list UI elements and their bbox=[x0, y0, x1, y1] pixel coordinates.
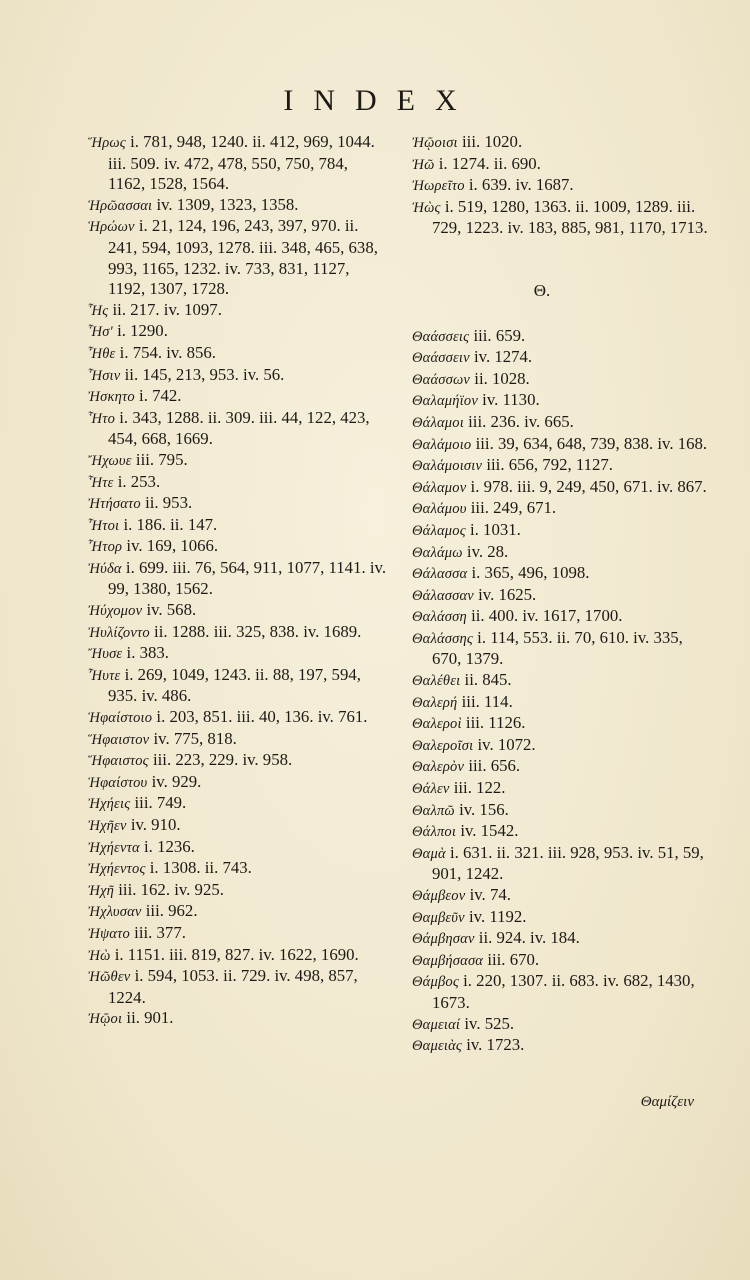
index-headword: Θαλερὸν bbox=[412, 759, 465, 776]
index-entry bbox=[412, 606, 712, 628]
index-headword: Θαάσσεις bbox=[412, 328, 470, 345]
index-references: i. 269, 1049, 1243. ii. 88, 197, 594, 935. iv. 486. bbox=[108, 664, 361, 706]
index-references: iii. 1020. bbox=[462, 132, 523, 151]
index-references: i. 383. bbox=[126, 643, 169, 663]
index-references: iv. 156. bbox=[459, 799, 509, 819]
index-references: i. 1031. bbox=[470, 519, 521, 539]
index-entry bbox=[88, 450, 388, 472]
index-group-eta-continued bbox=[412, 132, 712, 239]
index-headword: Ἤυσε bbox=[88, 646, 123, 663]
index-entry bbox=[412, 735, 712, 757]
catchword: Θαμίζειν bbox=[640, 1094, 694, 1110]
index-headword: Θαλάσση bbox=[412, 609, 467, 626]
index-entry bbox=[412, 1035, 712, 1057]
index-headword: Θαλάμου bbox=[412, 501, 467, 518]
index-headword: Ἠῶ bbox=[412, 156, 435, 173]
index-references: ii. 217. iv. 1097. bbox=[112, 299, 222, 319]
index-headword: Ἠχήεντος bbox=[88, 861, 146, 878]
index-entry bbox=[412, 585, 712, 607]
index-entry bbox=[88, 343, 388, 365]
index-references: ii. 400. iv. 1617, 1700. bbox=[471, 606, 623, 626]
index-references: i. 365, 496, 1098. bbox=[471, 563, 590, 583]
index-headword: Ἠχῆεν bbox=[88, 818, 127, 834]
index-references: iii. 162. iv. 925. bbox=[118, 879, 224, 899]
index-headword: Θαμειαί bbox=[412, 1016, 461, 1033]
index-headword: Ἠχήεντα bbox=[88, 839, 140, 856]
index-references: i. 203, 851. iii. 40, 136. iv. 761. bbox=[156, 707, 368, 727]
index-headword: Θαλπῶ bbox=[412, 802, 455, 819]
index-references: i. 114, 553. ii. 70, 610. iv. 335, 670, 1379. bbox=[432, 627, 683, 669]
index-entry bbox=[412, 971, 712, 1013]
index-entry bbox=[88, 901, 388, 923]
index-column-right bbox=[412, 132, 712, 1057]
section-letter-theta: Θ. bbox=[533, 280, 551, 300]
index-entry bbox=[88, 793, 388, 815]
index-group-theta bbox=[412, 326, 712, 1057]
index-references: iv. 1130. bbox=[482, 390, 540, 410]
index-headword: Ἠχῆ bbox=[88, 882, 115, 899]
index-references: ii. 1028. bbox=[474, 368, 530, 388]
index-headword: Ἡφαίστου bbox=[88, 774, 148, 791]
index-entry bbox=[412, 326, 712, 348]
index-entry bbox=[412, 542, 712, 564]
index-headword: Θάλαμος bbox=[412, 522, 466, 539]
index-references: iii. 659. bbox=[473, 325, 526, 345]
index-entry bbox=[412, 455, 712, 477]
index-entry bbox=[88, 216, 388, 299]
index-column-left bbox=[88, 132, 388, 1030]
index-references: i. 1274. ii. 690. bbox=[438, 153, 541, 173]
index-headword: Θαλάμοισιν bbox=[412, 458, 483, 475]
index-entry bbox=[412, 821, 712, 843]
index-entry bbox=[412, 778, 712, 800]
index-references: i. 1236. bbox=[144, 836, 195, 856]
index-references: ii. 845. bbox=[464, 670, 512, 690]
index-references: iii. 656. bbox=[468, 756, 521, 776]
index-references: iii. 114. bbox=[461, 691, 513, 711]
index-entry bbox=[412, 885, 712, 907]
index-headword: Ἠχήεις bbox=[88, 796, 131, 813]
index-headword: Θαάσσων bbox=[412, 371, 471, 388]
index-entry bbox=[412, 907, 712, 929]
index-entry bbox=[88, 750, 388, 772]
index-headword: Ἦυτε bbox=[88, 667, 121, 684]
index-headword: Ἧσιν bbox=[88, 367, 121, 384]
index-entry bbox=[412, 369, 712, 391]
index-headword: Ἦτορ bbox=[88, 539, 123, 556]
index-references: i. 343, 1288. ii. 309. iii. 44, 122, 423, 454, 668, 1669. bbox=[108, 407, 370, 449]
index-references: i. 978. iii. 9, 249, 450, 671. iv. 867. bbox=[470, 476, 707, 496]
index-entry bbox=[88, 1008, 388, 1030]
index-references: iv. 1542. bbox=[460, 821, 519, 841]
index-references: i. 186. ii. 147. bbox=[123, 514, 218, 534]
index-headword: Θαλαμήϊον bbox=[412, 393, 478, 410]
index-entry bbox=[88, 536, 388, 558]
index-headword: Θάλεν bbox=[412, 781, 450, 798]
index-references: i. 1151. iii. 819, 827. iv. 1622, 1690. bbox=[114, 944, 359, 964]
index-references: i. 631. ii. 321. iii. 928, 953. iv. 51, 59, 901, 1242. bbox=[432, 842, 704, 884]
index-entry bbox=[412, 628, 712, 670]
index-entry bbox=[412, 175, 712, 197]
index-entry bbox=[88, 408, 388, 450]
index-headword: Θαλάσσης bbox=[412, 630, 473, 647]
index-headword: Θάλαμον bbox=[412, 479, 467, 496]
index-references: iii. 39, 634, 648, 739, 838. iv. 168. bbox=[475, 433, 708, 453]
index-headword: Ἥφαιστον bbox=[88, 731, 150, 748]
index-references: iv. 1723. bbox=[466, 1035, 525, 1055]
index-references: iv. 1625. bbox=[478, 584, 537, 604]
index-entry bbox=[412, 132, 712, 154]
index-references: iii. 236. iv. 665. bbox=[468, 411, 574, 431]
index-references: ii. 953. bbox=[145, 493, 193, 513]
index-headword: Ἠσκητο bbox=[88, 389, 135, 406]
index-entry bbox=[88, 923, 388, 945]
index-references: ii. 145, 213, 953. iv. 56. bbox=[124, 364, 285, 384]
index-headword: Ἠῷοισι bbox=[412, 135, 458, 151]
index-references: i. 742. bbox=[139, 386, 182, 406]
index-entry bbox=[412, 390, 712, 412]
index-entry bbox=[88, 858, 388, 880]
index-references: iii. 223, 229. iv. 958. bbox=[152, 750, 293, 770]
index-entry bbox=[88, 880, 388, 902]
index-headword: Ἠῷοι bbox=[88, 1011, 123, 1028]
index-headword: Ἠχλυσαν bbox=[88, 904, 142, 921]
index-headword: Ἠωρεῖτο bbox=[412, 178, 465, 195]
index-references: i. 253. bbox=[117, 471, 161, 491]
index-headword: Ἧσ' bbox=[88, 324, 113, 341]
index-headword: Ἡρώων bbox=[88, 219, 135, 236]
index-entry bbox=[88, 837, 388, 859]
index-entry bbox=[412, 434, 712, 456]
index-headword: Θάμβεον bbox=[412, 888, 466, 904]
index-references: i. 754. iv. 856. bbox=[119, 342, 216, 362]
index-entry bbox=[88, 515, 388, 537]
index-entry bbox=[88, 945, 388, 967]
index-headword: Ἧτο bbox=[88, 410, 116, 427]
index-headword: Θάμβος bbox=[412, 974, 459, 991]
index-references: ii. 1288. iii. 325, 838. iv. 1689. bbox=[154, 621, 362, 641]
index-references: i. 781, 948, 1240. ii. 412, 969, 1044. iii. 509. iv. 472, 478, 550, 750, 784, 1162, 1528, 1564. bbox=[108, 132, 375, 194]
index-headword: Θαλάμοιο bbox=[412, 436, 472, 453]
index-headword: Ἠύδα bbox=[88, 560, 122, 577]
index-headword: Θάλασσα bbox=[412, 566, 468, 583]
index-references: iv. 1309, 1323, 1358. bbox=[156, 194, 299, 214]
index-entry bbox=[412, 498, 712, 520]
index-references: i. 639. iv. 1687. bbox=[468, 175, 574, 195]
index-references: i. 220, 1307. ii. 683. iv. 682, 1430, 1673. bbox=[432, 971, 695, 1012]
index-entry bbox=[412, 1014, 712, 1036]
index-references: ii. 924. iv. 184. bbox=[478, 928, 580, 948]
index-entry bbox=[412, 843, 712, 885]
index-headword: Ἧτε bbox=[88, 474, 114, 491]
index-entry bbox=[88, 600, 388, 622]
index-headword: Θαμβεῦν bbox=[412, 909, 465, 926]
index-headword: Θάμβησαν bbox=[412, 931, 475, 948]
index-headword: Ἠῶθεν bbox=[88, 969, 131, 986]
index-entry bbox=[88, 966, 388, 1008]
index-headword: Θάλασσαν bbox=[412, 587, 474, 604]
index-entry bbox=[412, 197, 712, 239]
index-entry bbox=[412, 563, 712, 585]
index-headword: Ἠτήσατο bbox=[88, 496, 141, 513]
index-references: iv. 910. bbox=[130, 815, 181, 834]
index-entry bbox=[88, 729, 388, 751]
index-entry bbox=[88, 300, 388, 322]
index-references: iv. 28. bbox=[466, 541, 509, 561]
index-references: iii. 249, 671. bbox=[470, 498, 557, 518]
index-headword: Ἡρῶασσαι bbox=[88, 197, 153, 214]
index-entry bbox=[88, 493, 388, 515]
index-entry bbox=[88, 365, 388, 387]
index-references: i. 519, 1280, 1363. ii. 1009, 1289. iii. 729, 1223. iv. 183, 885, 981, 1170, 1713. bbox=[432, 196, 708, 238]
page-header: INDEX bbox=[283, 84, 477, 117]
index-headword: Ἠὼ bbox=[88, 947, 111, 964]
index-entry bbox=[412, 950, 712, 972]
index-headword: Ἦτοι bbox=[88, 517, 120, 534]
index-entry bbox=[88, 195, 388, 217]
index-headword: Θαμβήσασα bbox=[412, 952, 484, 969]
index-entry bbox=[412, 800, 712, 822]
index-entry bbox=[88, 472, 388, 494]
index-headword: Ἠυλίζοντο bbox=[88, 624, 150, 641]
index-entry bbox=[88, 321, 388, 343]
index-entry bbox=[88, 386, 388, 408]
index-references: i. 21, 124, 196, 243, 397, 970. ii. 241, 594, 1093, 1278. iii. 348, 465, 638, 993, 1165, 1232. iv. 733, 831, 1127, 1192, 1307, 1728. bbox=[108, 216, 378, 299]
index-headword: Ἥφαιστος bbox=[88, 753, 149, 770]
index-entry bbox=[88, 132, 388, 195]
index-entry bbox=[88, 558, 388, 600]
index-references: iii. 670. bbox=[487, 949, 540, 969]
index-headword: Θαμειὰς bbox=[412, 1038, 462, 1055]
index-references: iii. 962. bbox=[145, 901, 198, 921]
index-headword: Θαλερή bbox=[412, 694, 458, 711]
index-references: iii. 377. bbox=[134, 922, 186, 942]
index-references: iv. 568. bbox=[146, 600, 197, 620]
index-headword: Ἤχωυε bbox=[88, 452, 132, 469]
index-headword: Θαλάμω bbox=[412, 544, 463, 561]
index-entry bbox=[412, 412, 712, 434]
index-headword: Ἥρως bbox=[88, 135, 126, 151]
index-references: iii. 795. bbox=[135, 449, 188, 469]
index-headword: Ἠὼς bbox=[412, 199, 441, 216]
index-references: iii. 122. bbox=[453, 778, 506, 798]
index-entry bbox=[412, 928, 712, 950]
index-headword: Θάλαμοι bbox=[412, 414, 464, 431]
index-entry bbox=[412, 520, 712, 542]
index-entry bbox=[88, 707, 388, 729]
index-headword: Ἠύχομον bbox=[88, 603, 143, 620]
index-references: iii. 1126. bbox=[465, 713, 526, 733]
index-references: iv. 74. bbox=[469, 885, 511, 904]
index-headword: Ἡφαίστοιο bbox=[88, 710, 153, 727]
index-entry bbox=[412, 692, 712, 714]
index-references: iv. 525. bbox=[464, 1013, 515, 1033]
index-headword: Θάλποι bbox=[412, 824, 457, 841]
index-references: i. 1308. ii. 743. bbox=[149, 858, 252, 878]
index-headword: Θαλέθει bbox=[412, 673, 461, 690]
index-references: iv. 929. bbox=[151, 771, 202, 791]
index-references: iv. 1274. bbox=[473, 347, 533, 367]
index-entry bbox=[88, 665, 388, 707]
index-entry bbox=[88, 643, 388, 665]
index-entry bbox=[88, 815, 388, 837]
index-references: iv. 1192. bbox=[469, 906, 527, 926]
index-headword: Θαλεροῖσι bbox=[412, 737, 474, 754]
index-headword: Θαλεροὶ bbox=[412, 716, 462, 733]
index-entry bbox=[412, 670, 712, 692]
index-entry bbox=[412, 756, 712, 778]
index-entry bbox=[412, 713, 712, 735]
index-references: iii. 749. bbox=[134, 793, 187, 813]
index-references: iv. 169, 1066. bbox=[126, 536, 219, 556]
index-references: i. 594, 1053. ii. 729. iv. 498, 857, 1224. bbox=[108, 966, 358, 1007]
index-references: iv. 775, 818. bbox=[153, 728, 237, 748]
index-references: i. 699. iii. 76, 564, 911, 1077, 1141. iv. 99, 1380, 1562. bbox=[108, 557, 387, 599]
index-entry bbox=[412, 154, 712, 176]
index-entry bbox=[412, 347, 712, 369]
index-headword: Ἠψατο bbox=[88, 925, 130, 942]
index-references: iii. 656, 792, 1127. bbox=[486, 455, 613, 475]
index-references: i. 1290. bbox=[117, 321, 168, 341]
index-headword: Θαμὰ bbox=[412, 845, 446, 862]
index-headword: Θαάσσειν bbox=[412, 350, 470, 367]
index-headword: Ἦθε bbox=[88, 345, 116, 362]
index-references: ii. 901. bbox=[126, 1008, 174, 1028]
index-headword: Ἧς bbox=[88, 302, 109, 319]
index-references: iv. 1072. bbox=[477, 734, 536, 754]
index-entry bbox=[88, 622, 388, 644]
index-entry bbox=[412, 477, 712, 499]
index-entry bbox=[88, 772, 388, 794]
